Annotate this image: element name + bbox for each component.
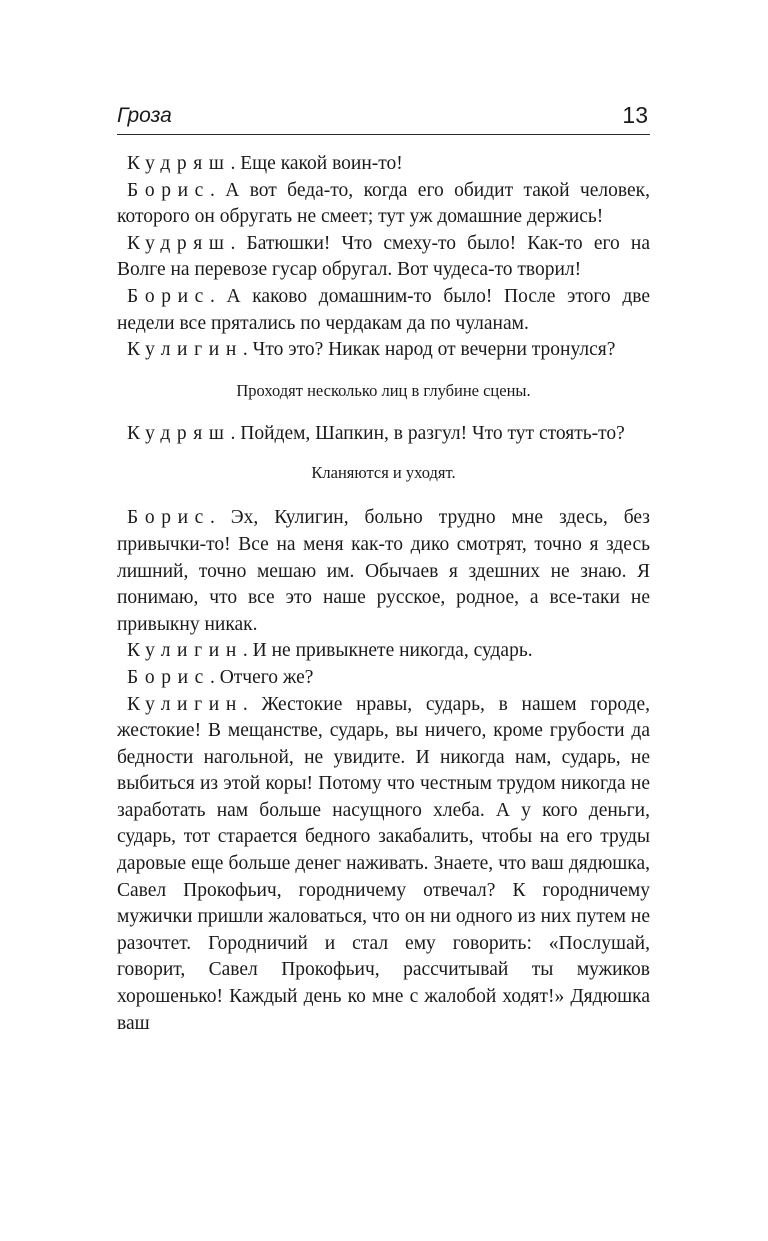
speaker-name: Борис bbox=[127, 666, 210, 688]
speaker-name: Кудряш bbox=[127, 422, 231, 444]
speaker-name: Кулигин bbox=[127, 640, 243, 662]
line-text: . Что это? Никак народ от вечерни тронулся? bbox=[242, 339, 616, 361]
line-text: . А каково домашним-то было! После этого две недели все прятались по чердакам да по чуланам. bbox=[117, 285, 650, 334]
dialogue-line bbox=[117, 231, 650, 284]
dialogue-line bbox=[117, 178, 650, 231]
speaker-name: Борис bbox=[127, 285, 210, 307]
page-number: 13 bbox=[622, 102, 648, 128]
speaker-name: Кудряш bbox=[127, 232, 231, 254]
line-text: . Пойдем, Шапкин, в разгул! Что тут стоять-то? bbox=[230, 422, 625, 444]
dialogue-line bbox=[117, 421, 650, 448]
speaker-name: Борис bbox=[127, 507, 210, 529]
line-text: . Эх, Кулигин, больно трудно мне здесь, без привычки-то! Все на меня как-то дико смотрят, точно я здесь лишний, точно мешаю им. Обычаев я здешних не знаю. Я понимаю, что все это наше русское, родное, а все-таки не привыкну никак. bbox=[117, 507, 650, 635]
line-text: . Батюшки! Что смеху-то было! Как-то его на Волге на перевозе гусар обругал. Вот чудеса-то творил! bbox=[117, 232, 650, 281]
dialogue-line bbox=[117, 665, 650, 692]
speaker-name: Кулигин bbox=[127, 339, 243, 361]
line-text: . И не привыкнете никогда, сударь. bbox=[242, 640, 533, 662]
page-header bbox=[117, 100, 650, 135]
dialogue-line bbox=[117, 692, 650, 1038]
dialogue-line bbox=[117, 638, 650, 665]
stage-direction: Кланяются и уходят. bbox=[311, 463, 456, 483]
line-text: . Жестокие нравы, сударь, в нашем городе, жестокие! В мещанстве, сударь, вы ничего, кроме грубости да бедности нагольной, не увидите. И никогда нам, сударь, не выбиться из этой коры! Потому что честным трудом никогда не заработать нам больше насущного хлеба. А у кого деньги, сударь, тот старается бедного закабалить, чтобы на его труды даровые еще больше денег наживать. Знаете, что ваш дядюшка, Савел Прокофьич, городничему отвечал? К городничему мужички пришли жаловаться, что он ни одного из них путем не разочтет. Городничий и стал ему говорить: «Послушай, говорит, Савел Прокофьич, рассчитывай ты мужиков хорошенько! Каждый день ко мне с жалобой ходят!» Дядюшка ваш bbox=[117, 693, 650, 1034]
page-body bbox=[117, 151, 650, 1037]
book-page bbox=[117, 100, 650, 1037]
speaker-name: Кулигин bbox=[127, 693, 243, 715]
speaker-name: Борис bbox=[127, 179, 210, 201]
speaker-name: Кудряш bbox=[127, 153, 231, 174]
stage-direction: Проходят несколько лиц в глубине сцены. bbox=[236, 380, 531, 400]
running-title: Гроза bbox=[117, 104, 172, 127]
line-text: . Отчего же? bbox=[209, 666, 314, 688]
dialogue-line bbox=[117, 284, 650, 337]
dialogue-line bbox=[117, 505, 650, 638]
line-text: . Еще какой воин-то! bbox=[230, 153, 403, 174]
line-text: . А вот беда-то, когда его обидит такой человек, которого он обругать не смеет; тут уж домашние держись! bbox=[117, 179, 650, 228]
dialogue-line bbox=[117, 151, 650, 178]
dialogue-line bbox=[117, 337, 650, 364]
